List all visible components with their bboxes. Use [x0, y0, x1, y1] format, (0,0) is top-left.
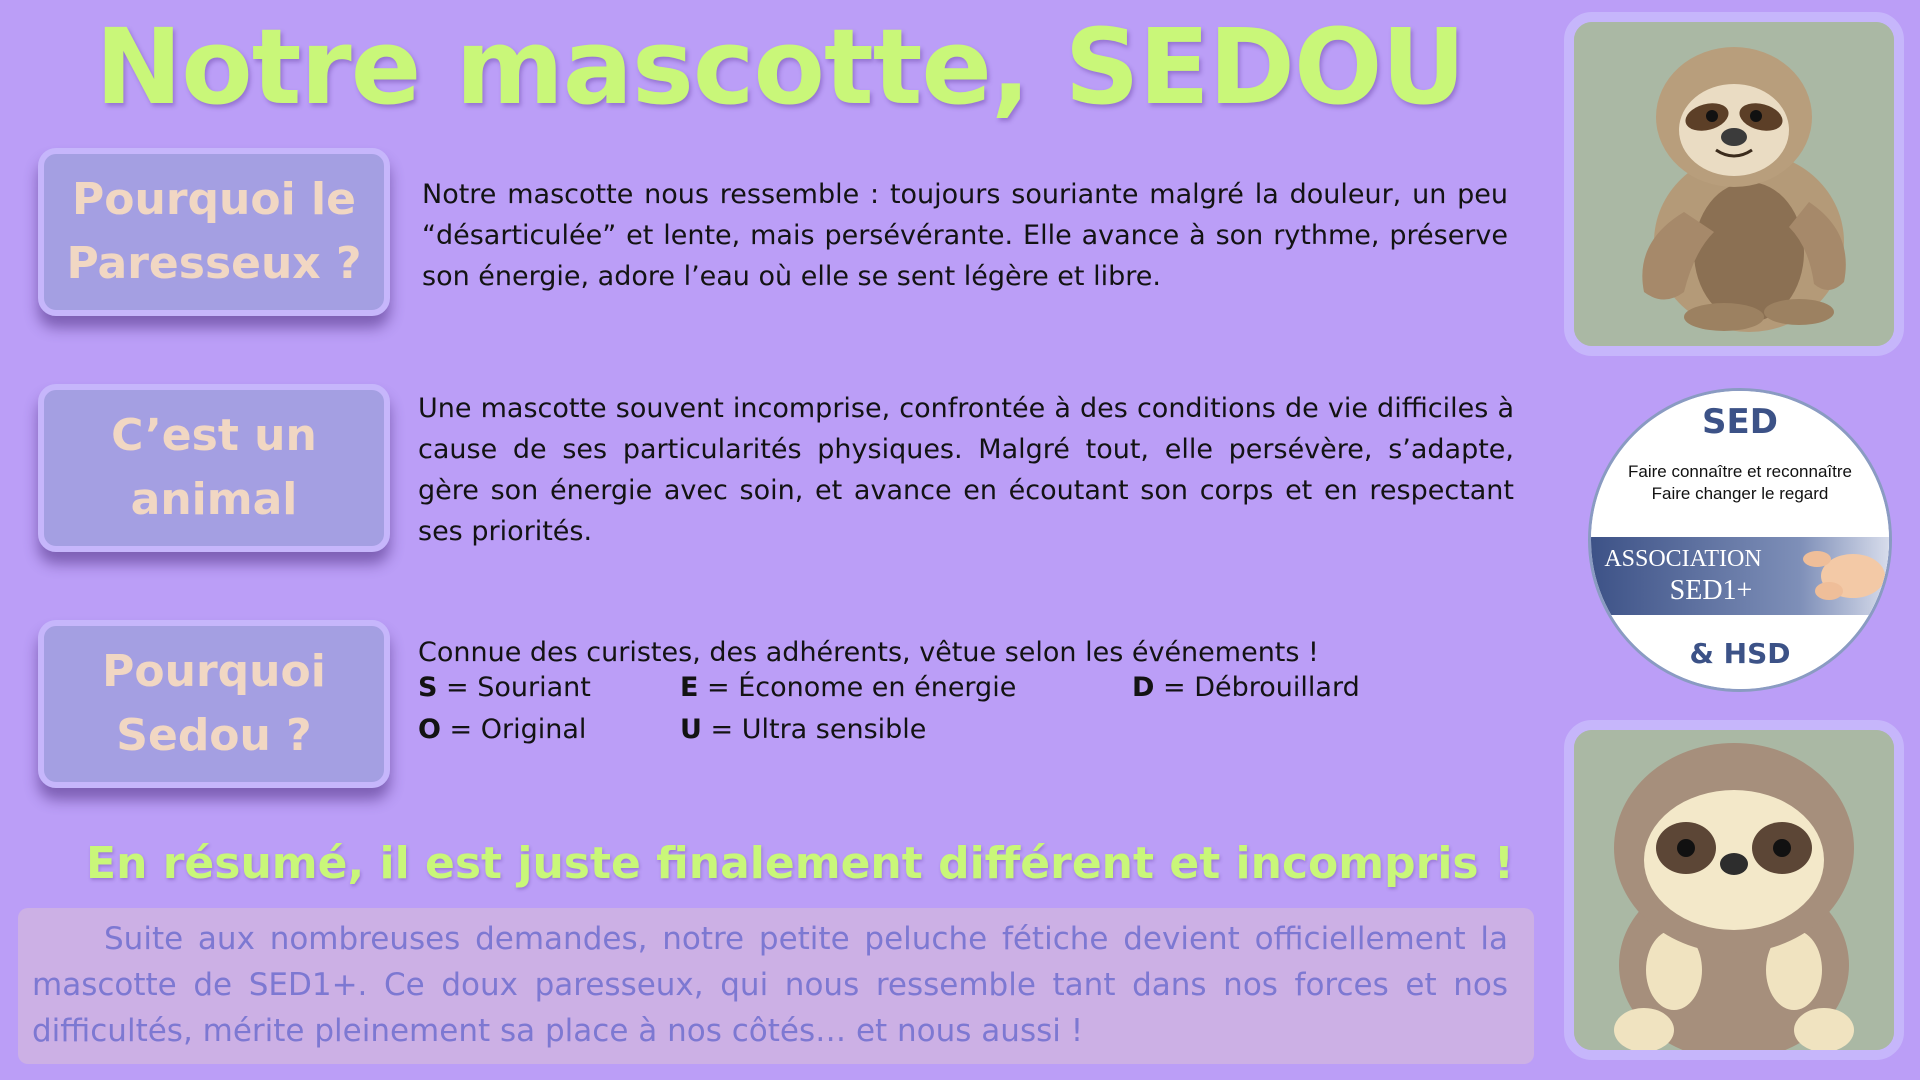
acronym-meaning: = Débrouillard	[1154, 672, 1360, 703]
sloth-illustration-icon	[1574, 22, 1894, 346]
closing-text: Suite aux nombreuses demandes, notre petite peluche fétiche devient officiellement la mascotte de SED1+. Ce doux paresseux, qui nous ressemble tant dans nos forces et nos difficultés, mérite pleinement sa place à nos côtés… et nous aussi !	[32, 921, 1508, 1049]
association-logo	[1588, 388, 1892, 692]
closing-box	[18, 908, 1534, 1064]
association-logo-graphic	[1591, 391, 1889, 689]
logo-line1: Faire connaître et reconnaître	[1628, 462, 1852, 481]
acronym-d	[1132, 672, 1360, 703]
label-why-sloth-text: Pourquoi le Paresseux ?	[66, 174, 362, 289]
acronym-o	[418, 714, 586, 745]
acronym-letter: D	[1132, 672, 1155, 703]
label-why-sloth	[38, 148, 390, 316]
logo-band2: SED1+	[1669, 575, 1753, 606]
sloth-plush-icon	[1574, 730, 1894, 1050]
paragraph-its-an-animal: Une mascotte souvent incomprise, confrontée à des conditions de vie difficiles à cause de ses particularités physiques. Malgré tout, elle persévère, s’adapte, gère son énergie avec soin, et avance en écoutant son corps et en respectant ses priorités.	[418, 393, 1514, 547]
acronym-letter: E	[680, 672, 699, 703]
acronym-letter: S	[418, 672, 438, 703]
logo-bottom-text: & HSD	[1689, 637, 1791, 670]
sloth-illustration	[1564, 12, 1904, 356]
label-its-an-animal	[38, 384, 390, 552]
summary-headline: En résumé, il est juste finalement différent et incompris !	[86, 838, 1514, 889]
logo-top-text: SED	[1702, 402, 1778, 442]
acronym-letter: U	[680, 714, 702, 745]
label-its-an-animal-text: C’est un animal	[111, 410, 317, 525]
logo-band1: ASSOCIATION	[1604, 546, 1762, 572]
acronym-meaning: = Ultra sensible	[701, 714, 927, 745]
label-why-sedou	[38, 620, 390, 788]
acronym-u	[680, 714, 926, 745]
acronym-meaning: = Économe en énergie	[698, 672, 1017, 703]
acronym-letter: O	[418, 714, 441, 745]
paragraph-why-sedou-intro: Connue des curistes, des adhérents, vêtue selon les événements !	[418, 637, 1319, 668]
acronym-meaning: = Original	[440, 714, 587, 745]
acronym-e	[680, 672, 1016, 703]
paragraph-why-sloth: Notre mascotte nous ressemble : toujours souriante malgré la douleur, un peu “désarticulée” et lente, mais persévérante. Elle avance à son rythme, préserve son énergie, adore l’eau où elle se sent légère et libre.	[422, 179, 1508, 292]
acronym-s	[418, 672, 591, 703]
acronym-meaning: = Souriant	[437, 672, 591, 703]
label-why-sedou-text: Pourquoi Sedou ?	[102, 646, 326, 761]
sloth-plush-photo	[1564, 720, 1904, 1060]
logo-line2: Faire changer le regard	[1651, 484, 1829, 503]
page-title: Notre mascotte, SEDOU	[95, 6, 1465, 128]
